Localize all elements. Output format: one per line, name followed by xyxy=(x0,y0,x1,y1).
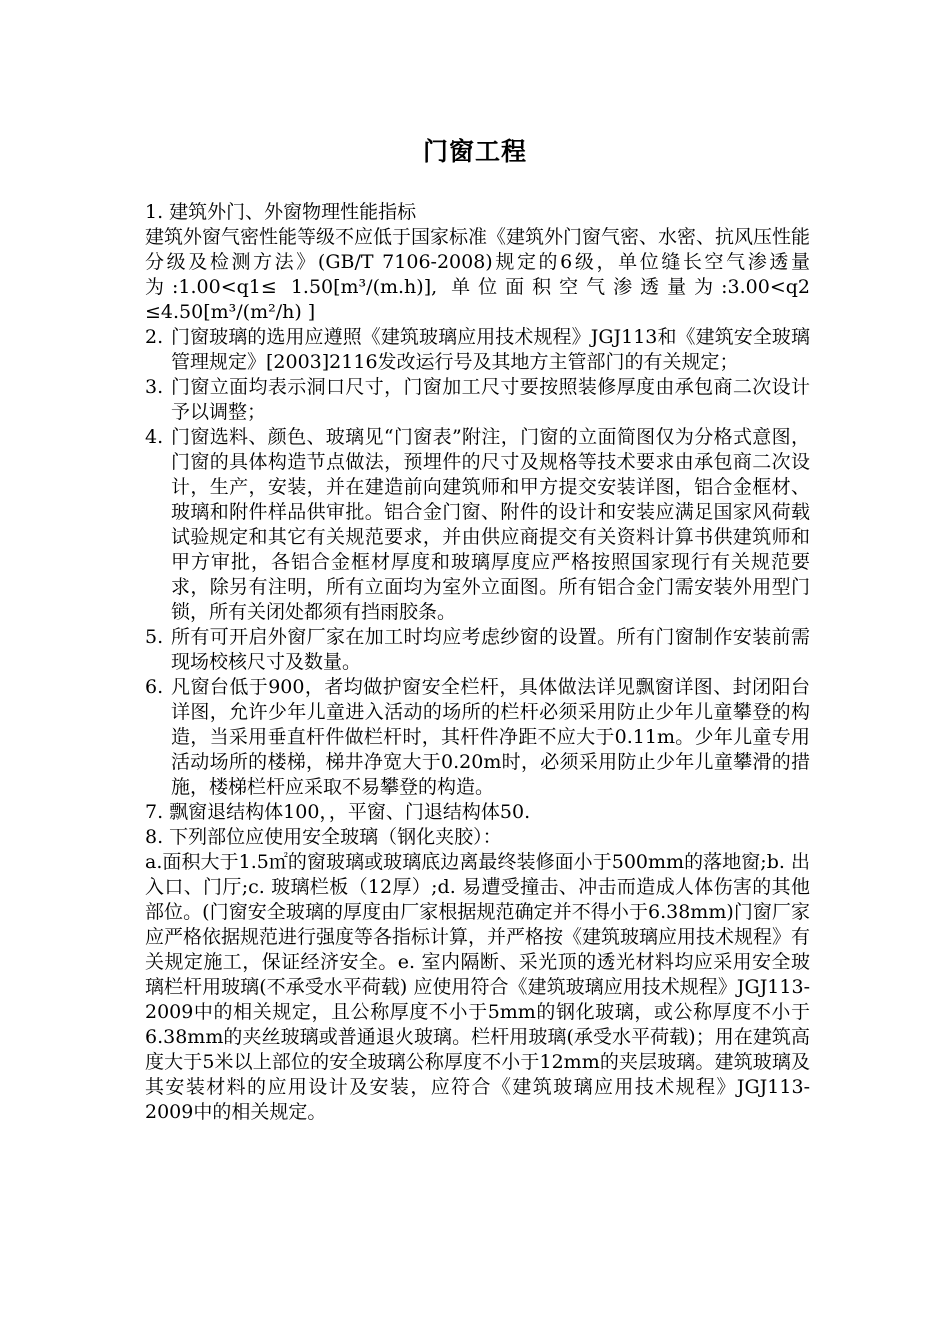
list-item-text: 所有可开启外窗厂家在加工时均应考虑纱窗的设置。所有门窗制作安装前需现场校核尺寸及数量。 xyxy=(171,626,810,673)
list-number: 2. xyxy=(145,326,164,348)
list-item-text: 门窗玻璃的选用应遵照《建筑玻璃应用技术规程》JGJ113和《建筑安全玻璃管理规定》[2003]2116发改运行号及其地方主管部门的有关规定； xyxy=(171,326,810,373)
list-item-6 xyxy=(145,675,810,800)
list-number: 6. xyxy=(145,676,164,698)
list-item-5 xyxy=(145,625,810,675)
list-item-3 xyxy=(145,375,810,425)
list-item-text: 门窗选料、颜色、玻璃见“门窗表”附注，门窗的立面简图仅为分格式意图，门窗的具体构造节点做法，预埋件的尺寸及规格等技术要求由承包商二次设计，生产，安装，并在建造前向建筑师和甲方提交安装详图，铝合金框材、玻璃和附件样品供审批。铝合金门窗、附件的设计和安装应满足国家风荷载试验规定和其它有关规范要求，并由供应商提交有关资料计算书供建筑师和甲方审批，各铝合金框材厚度和玻璃厚度应严格按照国家现行有关规范要求，除另有注明，所有立面均为室外立面图。所有铝合金门需安装外用型门锁，所有关闭处都须有挡雨胶条。 xyxy=(171,426,810,623)
list-number: 4. xyxy=(145,426,164,448)
section-1-heading: 1. 建筑外门、外窗物理性能指标 xyxy=(145,201,417,223)
section-8-heading: 8. 下列部位应使用安全玻璃（钢化夹胶）： xyxy=(145,826,502,848)
list-item-2 xyxy=(145,325,810,375)
list-item-text: 门窗立面均表示洞口尺寸，门窗加工尺寸要按照装修厚度由承包商二次设计予以调整； xyxy=(171,376,810,423)
section-8-text: a.面积大于1.5㎡的窗玻璃或玻璃底边离最终装修面小于500mm的落地窗;b. 出入口、门厅;c. 玻璃栏板（12厚）;d. 易遭受撞击、冲击而造成人体伤害的其他部位。(门窗安全玻璃的厚度由厂家根据规范确定并不得小于6.38mm)门窗厂家应严格依据规范进行强度等各指标计算，并严格按《建筑玻璃应用技术规程》有关规定施工，保证经济安全。e. 室内隔断、采光顶的透光材料均应采用安全玻璃栏杆用玻璃(不承受水平荷载) 应使用符合《建筑玻璃应用技术规程》JGJ113-2009中的相关规定，且公称厚度不小于5mm的钢化玻璃，或公称厚度不小于6.38mm的夹丝玻璃或普通退火玻璃。栏杆用玻璃(承受水平荷载)；用在建筑高度大于5米以上部位的安全玻璃公称厚度不小于12mm的夹层玻璃。建筑玻璃及其安装材料的应用设计及安装，应符合《建筑玻璃应用技术规程》JGJ113-2009中的相关规定。 xyxy=(145,851,811,1123)
page-title: 门窗工程 xyxy=(422,137,527,166)
list-item-text: 凡窗台低于900，者均做护窗安全栏杆，具体做法详见飘窗详图、封闭阳台详图，允许少年儿童进入活动的场所的栏杆必须采用防止少年儿童攀登的构造，当采用垂直杆件做栏杆时，其杆件净距不应大于0.11m。少年儿童专用活动场所的楼梯，梯井净宽大于0.20m时，必须采用防止少年儿童攀滑的措施，楼梯栏杆应采取不易攀登的构造。 xyxy=(171,676,810,798)
document-body xyxy=(145,200,810,1125)
list-item-4 xyxy=(145,425,810,625)
section-1-text: 建筑外窗气密性能等级不应低于国家标准《建筑外门窗气密、水密、抗风压性能分级及检测方法》(GB/T 7106-2008)规定的6级，单位缝长空气渗透量为:1.00<q1≤ 1.50[m³/(m.h)], 单位面积空气渗透量为:3.00<q2 ≤4.50[m³/(m²/h) ] xyxy=(145,226,811,323)
section-7-text: 7. 飘窗退结构体100，，平窗、门退结构体50. xyxy=(145,801,531,823)
list-number: 3. xyxy=(145,376,164,398)
list-number: 5. xyxy=(145,626,164,648)
